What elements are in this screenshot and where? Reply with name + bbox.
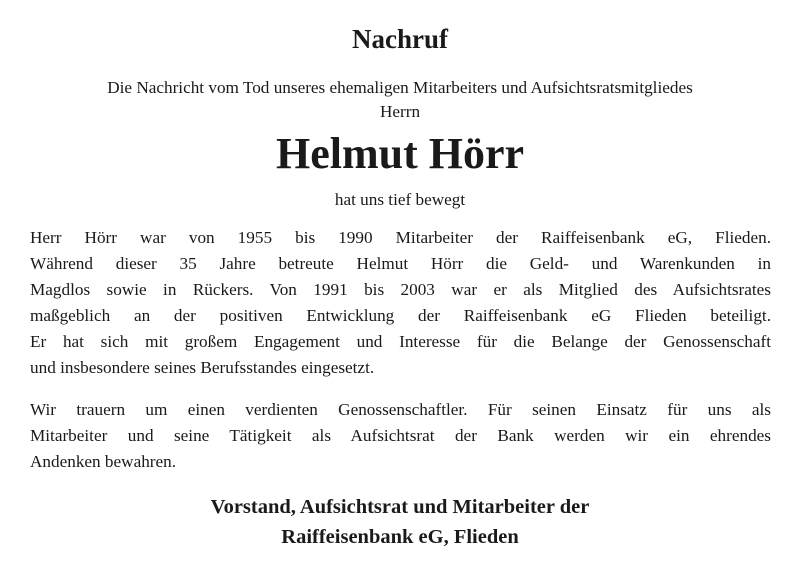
moved-line: hat uns tief bewegt bbox=[334, 190, 466, 209]
paragraph-line: Während dieser 35 Jahre betreute Helmut Hörr die Geld- und Warenkunden in bbox=[30, 254, 771, 273]
signature-block bbox=[0, 492, 800, 552]
notice-title: Nachruf bbox=[352, 24, 448, 54]
signature-line: Raiffeisenbank eG, Flieden bbox=[281, 526, 519, 548]
paragraph-line: Magdlos sowie in Rückers. Von 1991 bis 2003 war er als Mitglied des Aufsichtsrates bbox=[30, 280, 771, 299]
paragraph-line: maßgeblich an der positiven Entwicklung der Raiffeisenbank eG Flieden beteiligt. bbox=[30, 306, 771, 325]
biography-paragraph bbox=[30, 225, 771, 381]
signature-line: Vorstand, Aufsichtsrat und Mitarbeiter der bbox=[210, 496, 590, 518]
paragraph-line: und insbesondere seines Berufsstandes eingesetzt. bbox=[30, 358, 375, 377]
intro-line: Die Nachricht vom Tod unseres ehemaligen Mitarbeiters und Aufsichtsratsmitgliedes bbox=[107, 78, 693, 97]
mourning-paragraph bbox=[30, 397, 771, 475]
paragraph-line: Andenken bewahren. bbox=[30, 452, 177, 471]
deceased-name: Helmut Hörr bbox=[275, 129, 525, 178]
paragraph-line: Herr Hörr war von 1955 bis 1990 Mitarbeiter der Raiffeisenbank eG, Flieden. bbox=[30, 228, 771, 247]
paragraph-line: Mitarbeiter und seine Tätigkeit als Aufsichtsrat der Bank werden wir ein ehrendes bbox=[30, 426, 771, 445]
paragraph-line: Er hat sich mit großem Engagement und Interesse für die Belange der Genossenschaft bbox=[30, 332, 771, 351]
salutation-line: Herrn bbox=[379, 102, 421, 121]
paragraph-line: Wir trauern um einen verdienten Genossenschaftler. Für seinen Einsatz für uns als bbox=[30, 400, 771, 419]
intro-text bbox=[0, 76, 800, 124]
